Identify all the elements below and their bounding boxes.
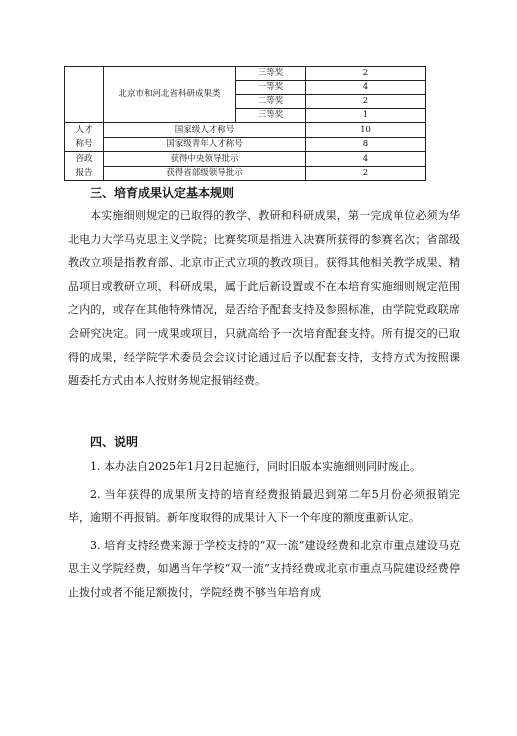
level-cell: 三等奖 <box>236 67 306 81</box>
note-item: 1. 本办法自2025年1月2日起施行，同时旧版本实施细则同时废止。 <box>90 460 421 473</box>
section-3-paragraph: 本实施细则规定的已取得的教学、教研和科研成果，第一完成单位必须为华北电力大学马克思主义学院；比赛奖项是指进入决赛所获得的参赛名次；省部级教改立项是指教育部、北京市正式立项的教改项目。获得其他相关教学成果、精品项目或教研立项、科研成果，属于此后新设置或不在本培育实施细则规定范围之内的，或存在其他特殊情况，是否给予配套支持及参照标准，由学院党政联席会研究决定。同一成果或项目，只就高给予一次培育配套支持。所有提交的已取得的成果，经学院学术委员会会议讨论通过后予以配套支持，支持方式为按照课题委托方式由本人按财务规定报销经费。 <box>68 209 460 388</box>
value-cell: 4 <box>306 81 426 95</box>
level-cell: 二等奖 <box>236 95 306 109</box>
talent-name-cell: 国家级人才称号 <box>104 123 306 138</box>
value-cell: 2 <box>306 95 426 109</box>
category-cell: 北京市和河北省科研成果类 <box>104 67 236 123</box>
value-cell: 4 <box>306 152 426 167</box>
section-4-heading: 四、说明 <box>90 435 139 449</box>
level-cell: 三等奖 <box>236 109 306 123</box>
value-cell: 8 <box>306 137 426 152</box>
level-cell: 一等奖 <box>236 81 306 95</box>
value-cell: 2 <box>306 166 426 181</box>
value-cell: 1 <box>306 109 426 123</box>
advice-name-cell: 获得中央领导批示 <box>104 152 306 167</box>
blank-category-cell <box>65 67 104 123</box>
section-3-heading: 三、培育成果认定基本规则 <box>90 186 235 200</box>
section-3-body <box>68 204 460 393</box>
note-item: 2. 当年获得的成果所支持的培育经费报销最迟到第二年5月份必须报销完毕，逾期不再报销。新年度取得的成果计入下一个年度的额度重新认定。 <box>68 487 460 525</box>
talent-name-cell: 国家级青年人才称号 <box>104 137 306 152</box>
advice-name-cell: 获得省部级领导批示 <box>104 166 306 181</box>
advice-label-cell: 咨政 报告 <box>65 152 104 181</box>
section-4-body <box>68 455 460 605</box>
talent-label-cell: 人才 称号 <box>65 123 104 152</box>
value-cell: 10 <box>306 123 426 138</box>
awards-table <box>64 66 426 181</box>
value-cell: 2 <box>306 67 426 81</box>
note-item: 3. 培育支持经费来源于学校支持的“双一流”建设经费和北京市重点建设马克思主义学院经费，如遇当年学校“双一流”支持经费或北京市重点马院建设经费停止拨付或者不能足额拨付，学院经费不够当年培育成 <box>68 538 460 599</box>
